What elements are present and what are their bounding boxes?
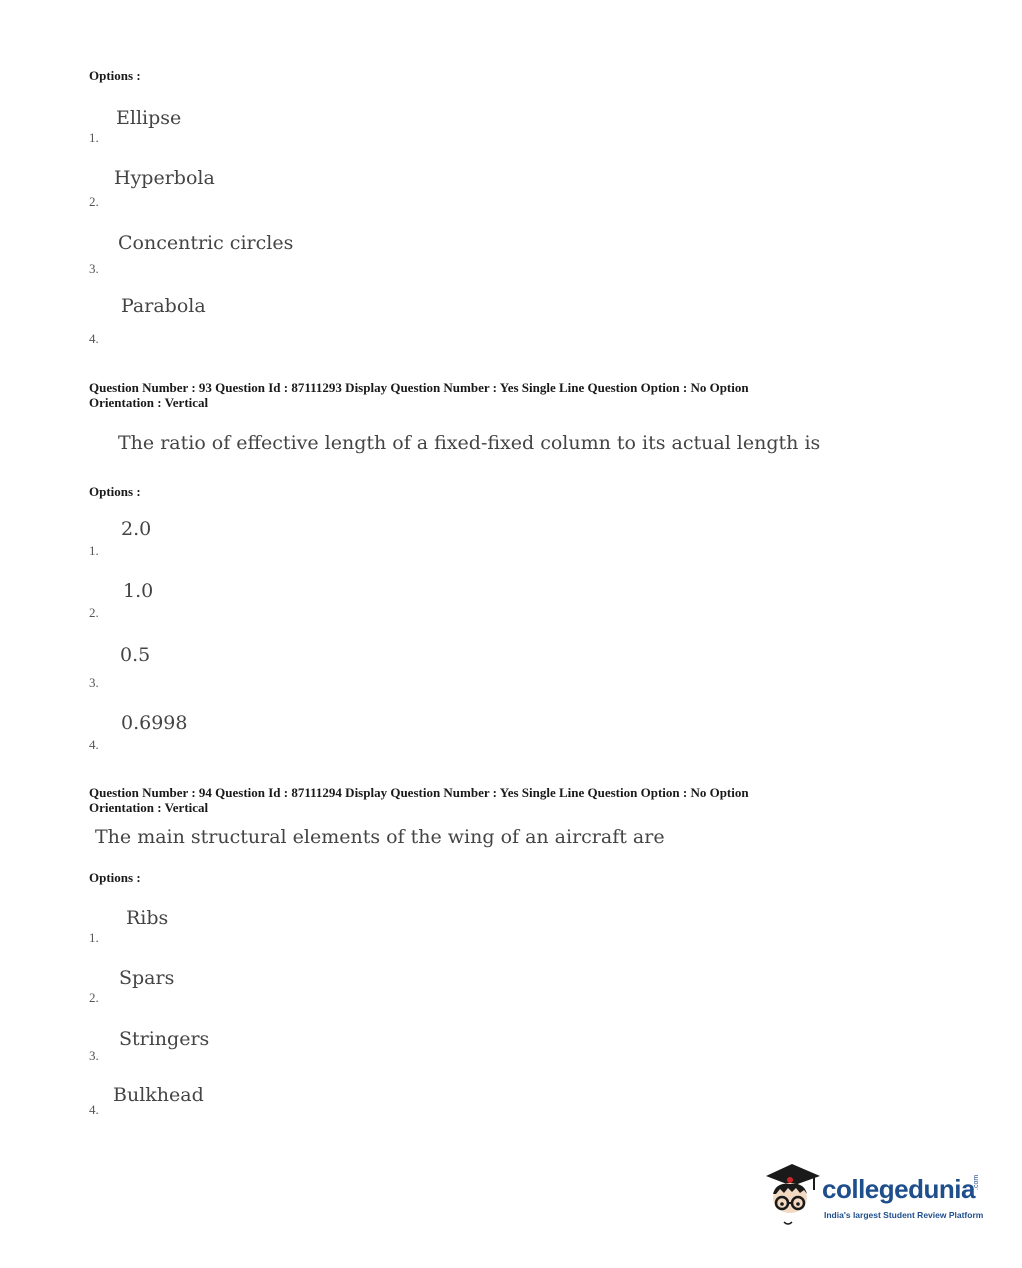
option-text: 2.0 — [121, 518, 152, 540]
option-number: 3. — [89, 261, 99, 276]
option-number: 2. — [89, 990, 99, 1005]
option-text: Bulkhead — [113, 1084, 204, 1106]
question-meta-line: Question Number : 93 Question Id : 87111293 Display Question Number : Yes Single Line Question Option : No Option — [89, 380, 749, 395]
option-number: 2. — [89, 605, 99, 620]
question-text: The ratio of effective length of a fixed-fixed column to its actual length is — [118, 432, 821, 454]
logo-suffix: .com — [973, 1174, 980, 1190]
option-number: 4. — [89, 331, 99, 346]
question-meta-line: Orientation : Vertical — [89, 395, 209, 410]
question-text: The main structural elements of the wing of an aircraft are — [95, 826, 665, 848]
option-number: 3. — [89, 675, 99, 690]
collegedunia-logo — [762, 1160, 992, 1230]
option-text: 0.5 — [120, 644, 151, 666]
options-label: Options : — [89, 68, 141, 83]
option-text: Ribs — [126, 907, 169, 929]
option-text: Parabola — [121, 295, 206, 317]
option-number: 1. — [89, 930, 99, 945]
options-label: Options : — [89, 484, 141, 499]
option-number: 4. — [89, 1102, 99, 1117]
option-number: 4. — [89, 737, 99, 752]
option-text: 0.6998 — [121, 712, 188, 734]
mascot-icon — [762, 1160, 824, 1230]
question-meta — [89, 785, 849, 815]
question-meta — [89, 380, 849, 410]
option-text: Stringers — [119, 1028, 210, 1050]
logo-wordmark: collegedunia — [822, 1174, 975, 1204]
option-number: 3. — [89, 1048, 99, 1063]
option-number: 1. — [89, 543, 99, 558]
logo-tagline: India's largest Student Review Platform — [824, 1210, 984, 1220]
options-label: Options : — [89, 870, 141, 885]
option-text: Ellipse — [116, 107, 182, 129]
option-text: Concentric circles — [118, 232, 294, 254]
question-meta-line: Orientation : Vertical — [89, 800, 209, 815]
option-text: Spars — [119, 967, 175, 989]
option-number: 2. — [89, 194, 99, 209]
question-meta-line: Question Number : 94 Question Id : 87111294 Display Question Number : Yes Single Line Question Option : No Option — [89, 785, 749, 800]
option-text: Hyperbola — [114, 167, 215, 189]
accent-dot — [787, 1177, 793, 1183]
option-number: 1. — [89, 130, 99, 145]
option-text: 1.0 — [123, 580, 154, 602]
